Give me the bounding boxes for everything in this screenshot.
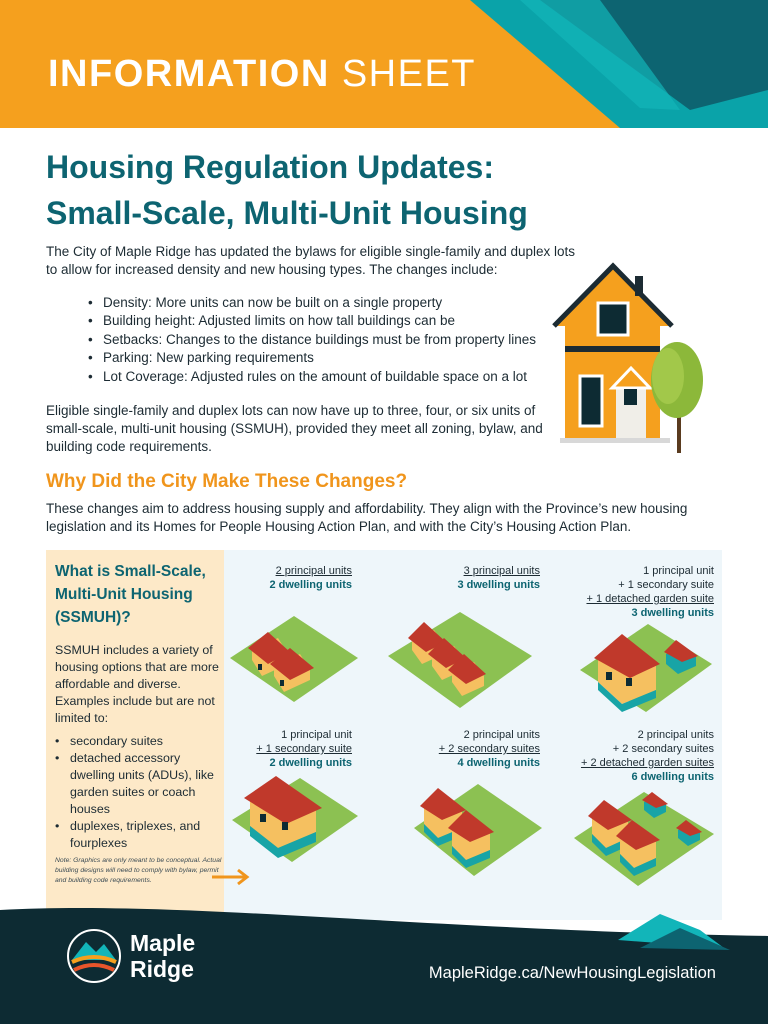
scenario-line: + 1 secondary suite <box>618 579 714 591</box>
scenario-total: 4 dwelling units <box>457 757 540 769</box>
scenario-illustration-6 <box>572 788 716 888</box>
why-paragraph: These changes aim to address housing supply and affordability. They align with the Province’s new housing legislation and its Homes for People Housing Action Plan, and with the City’s Housing Action Plan. <box>46 501 688 534</box>
scenario-total: 6 dwelling units <box>631 771 714 783</box>
scenario-line: + 2 detached garden suites <box>580 757 714 769</box>
why-heading: Why Did the City Make These Changes? <box>46 471 408 492</box>
scenario-line: 1 principal unit <box>643 565 714 577</box>
list-item: • Setbacks: Changes to the distance buildings must be from property lines <box>88 331 558 349</box>
scenario-line: + 1 secondary suite <box>256 743 352 755</box>
scenario-label-5 <box>400 728 540 770</box>
scenario-line: 2 principal units <box>637 729 714 741</box>
ssmuh-description: SSMUH includes a variety of housing options that are more affordable and diverse. Examples include but are not limited to: <box>55 643 219 725</box>
scenario-label-1 <box>232 564 352 592</box>
arrow-right-icon <box>210 868 252 886</box>
scenario-line: 2 principal units <box>275 565 352 577</box>
footer-url-link[interactable]: MapleRidge.ca/NewHousingLegislation <box>428 964 716 982</box>
header-banner <box>0 0 768 128</box>
ssmuh-heading: What is Small-Scale, Multi-Unit Housing (SSMUH)? <box>55 563 206 626</box>
scenario-illustration-3 <box>578 620 714 716</box>
scenario-total: 3 dwelling units <box>457 579 540 591</box>
page-title-line1: Housing Regulation Updates: <box>46 149 494 185</box>
scenario-total: 3 dwelling units <box>631 607 714 619</box>
graphics-note: Note: Graphics are only meant to be conceptual. Actual building designs will need to comply with bylaw, permit and building code requirements. <box>55 857 222 884</box>
scenario-illustration-4 <box>230 776 360 866</box>
scenario-label-6 <box>560 728 714 784</box>
scenario-line: + 2 secondary suites <box>438 743 540 755</box>
scenario-label-2 <box>400 564 540 592</box>
header-title-bold: INFORMATION <box>48 53 330 95</box>
scenario-line: + 2 secondary suites <box>612 743 714 755</box>
list-item: • secondary suites <box>55 733 220 750</box>
ssmuh-sidebar <box>46 550 224 920</box>
maple-ridge-logo-icon <box>66 928 122 984</box>
maple-ridge-logo-text <box>130 930 195 982</box>
header-title <box>48 52 476 96</box>
scenario-line: + 1 detached garden suite <box>586 593 714 605</box>
scenario-line: 3 principal units <box>463 565 540 577</box>
scenario-total: 2 dwelling units <box>269 757 352 769</box>
page-title <box>46 144 606 236</box>
scenario-illustration-5 <box>412 780 544 878</box>
list-item: • Density: More units can now be built on a single property <box>88 294 558 312</box>
scenario-label-4 <box>232 728 352 770</box>
list-item: • duplexes, triplexes, and fourplexes <box>55 818 220 852</box>
list-item: • Building height: Adjusted limits on how tall buildings can be <box>88 312 558 330</box>
page-title-line2: Small-Scale, Multi-Unit Housing <box>46 195 528 231</box>
house-illustration <box>550 258 710 458</box>
list-item: • Lot Coverage: Adjusted rules on the amount of buildable space on a lot <box>88 368 558 386</box>
scenario-illustration-1 <box>228 612 360 706</box>
scenario-label-3 <box>560 564 714 620</box>
scenario-illustration-2 <box>386 608 534 712</box>
list-item: • detached accessory dwelling units (ADUs), like garden suites or coach houses <box>55 750 220 818</box>
list-item: • Parking: New parking requirements <box>88 349 558 367</box>
header-title-light: SHEET <box>341 53 477 95</box>
scenario-line: 2 principal units <box>463 729 540 741</box>
ssmuh-examples-list <box>55 733 220 852</box>
changes-list <box>88 294 558 386</box>
eligible-paragraph: Eligible single-family and duplex lots can now have up to three, four, or six units of small-scale, multi-unit housing (SSMUH), provided they meet all zoning, bylaw, and building code requirements. <box>46 403 543 454</box>
logo-line: Ridge <box>130 956 194 982</box>
scenario-total: 2 dwelling units <box>269 579 352 591</box>
intro-paragraph: The City of Maple Ridge has updated the bylaws for eligible single-family and duplex lots to allow for increased density and new housing types. The changes include: <box>46 244 576 277</box>
scenario-line: 1 principal unit <box>281 729 352 741</box>
logo-line: Maple <box>130 930 196 956</box>
